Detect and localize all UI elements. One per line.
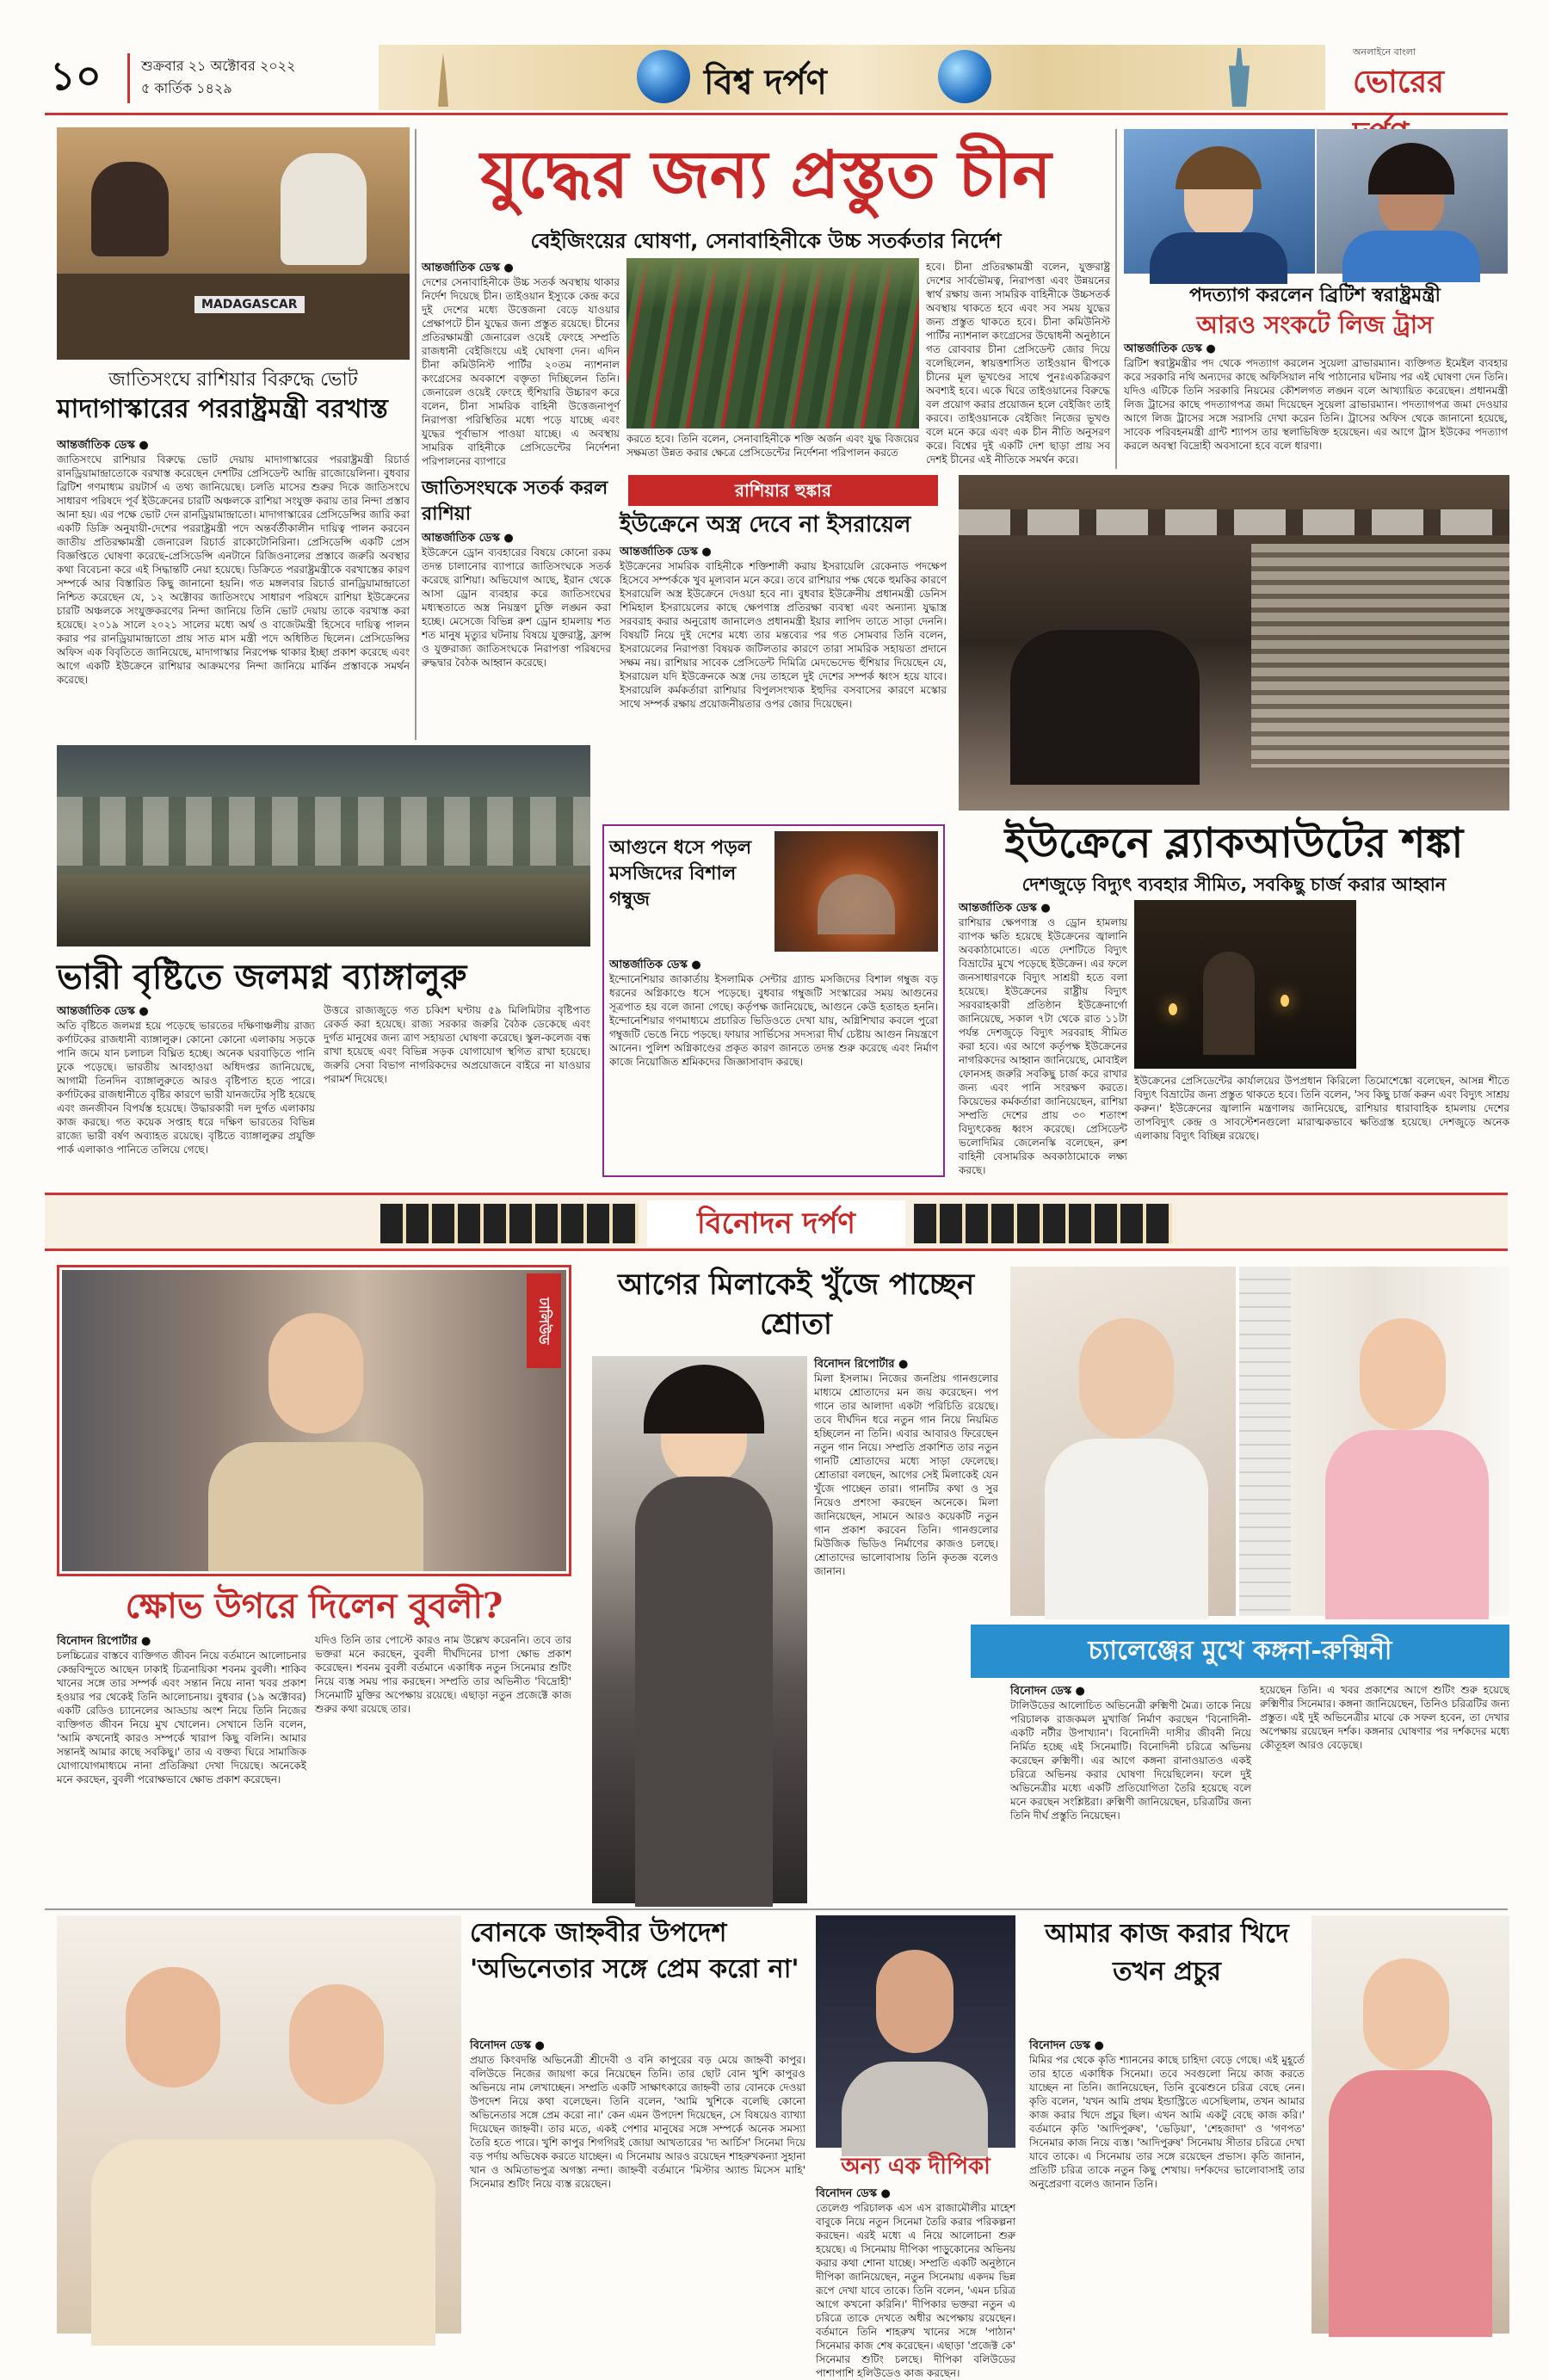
page-number: ১০ <box>50 52 102 99</box>
shrota-byline: বিনোদন রিপোর্টার ● <box>814 1358 909 1371</box>
entertainment-title: বিনোদন দর্পণ <box>647 1200 905 1247</box>
shrota-body: মিলা ইসলাম। নিজের জনপ্রিয় গানগুলোর মাধ্যমে শ্রোতাদের মন জয় করেছেন। পপ গানে তার আলাদা একটা পরিচিতি রয়েছে। তবে দীর্ঘদিন ধরে নতুন গান নিয়ে নিয়মিত হচ্ছিলেন না তিনি। এবার আবারও ফিরেছেন নতুন গান নিয়ে। সম্প্রতি প্রকাশিত তার নতুন গানটি শ্রোতাদের মধ্যে সাড়া ফেলেছে। শ্রোতারা বলছেন, আগের সেই মিলাকেই যেন খুঁজে পাচ্ছেন তারা। গানটির কথা ও সুর নিয়েও প্রশংসা করছেন অনেকে। মিলা জানিয়েছেন, সামনে আরও কয়েকটি নতুন গান প্রকাশ করবেন তিনি। গানগুলোর মিউজিক ভিডিও নির্মাণের কাজও চলছে। শ্রোতাদের ভালোবাসায় তিনি কৃতজ্ঞ বলেও জানান। <box>814 1372 998 1577</box>
janhvi-khushi-photo <box>57 1915 461 2334</box>
masthead-collage <box>379 45 1325 110</box>
mila-photo <box>592 1356 807 1903</box>
china-subhead: বেইজিংয়ের ঘোষণা, সেনাবাহিনীকে উচ্চ সতর্কতার নির্দেশ <box>530 229 1002 253</box>
kangana-body2: হয়েছেন তিনি। এ খবর প্রকাশের আগে শুটিং শুরু হয়েছে রুক্মিণীর সিনেমার। কঙ্গনা জানিয়েছেন, তিনিও চরিত্রটির জন্য প্রস্তুত। এই দুই অভিনেত্রীর মাঝে কে সফল হবেন, তা দেখার অপেক্ষায় রয়েছেন দর্শক। কঙ্গনার ঘোষণার পর দর্শকদের মধ্যে কৌতূহল আরও বেড়েছে। <box>1260 1684 1509 1751</box>
kriti-byline: বিনোদন ডেস্ক ● <box>1029 2039 1104 2052</box>
china-byline: আন্তর্জাতিক ডেস্ক ● <box>422 262 514 274</box>
country-placard: MADAGASCAR <box>194 296 305 313</box>
un-warn-byline: আন্তর্জাতিক ডেস্ক ● <box>422 532 514 545</box>
blackout-body: রাশিয়ার ক্ষেপণাস্ত্র ও ড্রোন হামলায় ব্যাপক ক্ষতি হয়েছে ইউক্রেনের জ্বালানি অবকাঠামোতে। এতে দেশটিতে বিদ্যুৎ বিভ্রাটের মুখে পড়েছে ইউক্রেন। এর ফলে জনসাধারণকে বিদ্যুৎ সাশ্রয়ী হতে বলা হয়েছে। ইউক্রেনের রাষ্ট্রীয় বিদ্যুৎ সরবরাহকারী প্রতিষ্ঠান ইউক্রেনার্গো জানিয়েছে, সকাল ৭টা থেকে রাত ১১টা পর্যন্ত দেশজুড়ে বিদ্যুৎ সরবরাহ সীমিত করা হবে। এর আগে কর্তৃপক্ষ ইউক্রেনের নাগরিকদের আহ্বান জানিয়েছে, মোবাইল ফোনসহ জরুরি সবকিছু চার্জ করে রাখার জন্য এবং পানি সংরক্ষণ করতে। কিয়েভের কর্মকর্তারা জানিয়েছেন, রাশিয়া সম্প্রতি দেশের প্রায় ৩০ শতাংশ বিদ্যুৎকেন্দ্র ধ্বংস করেছে। প্রেসিডেন্ট ভলোদিমির জেলেনস্কি বলেছেন, রুশ বাহিনী বেসামরিক অবকাঠামোকে লক্ষ্য করছে। <box>959 916 1127 1176</box>
bengaluru-body2: উত্তরে রাজ্যজুড়ে গত চব্বিশ ঘণ্টায় ৫৯ মিলিমিটার বৃষ্টিপাত রেকর্ড করা হয়েছে। রাজ্য সরকার জরুরি বৈঠক ডেকেছে এবং দুর্গত মানুষের জন্য ত্রাণ সহায়তা ঘোষণা করেছে। স্কুল-কলেজ বন্ধ রাখা হয়েছে এবং বিভিন্ন সড়ক যোগাযোগ স্থগিত রাখা হয়েছে। জরুরি সেবা বিভাগ নাগরিকদের অপ্রয়োজনে বাইরে না যাওয়ার পরামর্শ দিয়েছে। <box>324 1004 590 1085</box>
entertainment-banner <box>45 1193 1508 1251</box>
kangana-photo <box>1010 1267 1236 1616</box>
mosque-byline: আন্তর্জাতিক ডেস্ক ● <box>609 959 701 971</box>
bubli-body2: যদিও তিনি তার পোস্টে কারও নাম উল্লেখ করেননি। তবে তার ভক্তরা মনে করছেন, বুবলী দীর্ঘদিনের চাপা ক্ষোভ প্রকাশ করেছেন। শবনম বুবলী বর্তমানে একাধিক নতুন সিনেমার শুটিং নিয়ে ব্যস্ত সময় পার করছেন। সম্প্রতি তার অভিনীত 'বিদ্রোহী' সিনেমাটি মুক্তির অপেক্ষায় রয়েছে। এছাড়া নতুন প্রজেক্টে কাজ শুরুর কথা রয়েছে তার। <box>315 1634 571 1715</box>
china-col2: করতে হবে। তিনি বলেন, সেনাবাহিনীকে শক্তি অর্জন এবং যুদ্ধ বিজয়ের সক্ষমতা উন্নত করার ক্ষেত্রে প্রেসিডেন্টের নির্দেশনা পরিপালন করতে <box>626 433 919 459</box>
candlelight-cafe-photo <box>1134 900 1356 1069</box>
un-warn-headline: জাতিসংঘকে সতর্ক করল রাশিয়া <box>422 477 608 525</box>
suella-braverman-photo <box>1317 129 1508 274</box>
un-assembly-photo <box>57 127 410 360</box>
rukmini-photo <box>1239 1267 1509 1616</box>
bubli-byline: বিনোদন রিপোর্টার ● <box>57 1635 151 1648</box>
globe-icon <box>938 50 991 103</box>
masthead <box>45 41 1508 115</box>
china-headline: যুদ্ধের জন্য প্রস্তুত চীন <box>480 136 1052 213</box>
israel-kicker: রাশিয়ার হুঙ্কার <box>628 475 938 506</box>
uk-headline-line2: আরও সংকটে লিজ ট্রাস <box>1196 311 1434 339</box>
bengaluru-headline: ভারী বৃষ্টিতে জলমগ্ন ব্যাঙ্গালুরু <box>57 957 467 997</box>
column-divider <box>1115 129 1117 469</box>
madagascar-body: জাতিসংঘে রাশিয়ার বিরুদ্ধে ভোট দেয়ায় মাদাগাস্কারের পররাষ্ট্রমন্ত্রী রিচার্ড রানড্রিয়ামান্দ্রাতোকে বরখাস্ত করেছেন দেশটির প্রেসিডেন্ট আন্দ্রি রাজোয়েলিনা। বুধবার ব্রিটিশ গণমাধ্যম রয়টার্স এ তথ্য জানিয়েছে। চলতি মাসের শুরুর দিকে জাতিসংঘে সাধারণ পরিষদে পূর্ব ইউক্রেনের চারটি অঞ্চলকে রাশিয়া সংযুক্ত করায় তার নিন্দা প্রস্তাব আনা হয়। এর পক্ষে ভোট দেন রানড্রিয়ামান্দ্রাতো। মাদাগাস্কারের প্রেসিডেন্সির জারি করা একটি ডিক্রি অনুযায়ী-দেশের পররাষ্ট্রমন্ত্রী পদে অন্তর্বর্তীকালীন দায়িত্ব পালন করবেন জাতীয় প্রতিরক্ষামন্ত্রী জেনারেল রিচার্ড রাকোটোনিরিনা। প্রেসিডেন্সি একটি প্রেস বিজ্ঞপ্তিতে ঘোষণা করেছে-প্রেসিডেন্সি এনটানে রিজিওনালের প্রস্তাবে জরুরি অবস্থার কথা বিবেচনা করে এই সিদ্ধান্তটি নেয়া হয়েছে। ডিক্রিতে পররাষ্ট্রমন্ত্রীকে বরখাস্তের কারণ সম্পর্কে আর বিস্তারিত কিছু জানানো হয়নি। গত মঙ্গলবার রিচার্ড রানড্রিয়ামান্দ্রাতো নিশ্চিত করেছেন যে, ১২ অক্টোবর জাতিসংঘে সাধারণ পরিষদে রাশিয়া ইউক্রেনের চারটি অঞ্চলকে সংযুক্তকরণের নিন্দা জানিয়ে তিনি ভোট দেয়ায় তাকে বরখাস্ত করা হয়েছে। ২০১৯ সালে ২০২১ সালের মধ্যে অর্থ ও বাজেটমন্ত্রী হিসেবে দায়িত্ব পালন করার পর রানড্রিয়ামান্দ্রাতো প্রায় সাত মাস মন্ত্রী পদে অধিষ্ঠিত ছিলেন। প্রেসিডেন্সির অফিস এক বিবৃতিতে জানিয়েছে, মাদাগাস্কার নিরপেক্ষ থাকার ইচ্ছা প্রকাশ করেছে এবং আগে একটি ইউক্রেনে রাশিয়ার আক্রমণের নিন্দা জানিয়ে মার্কিন প্রস্তাবকে সমর্থন করেছে। <box>57 453 410 686</box>
blackout-subhead: দেশজুড়ে বিদ্যুৎ ব্যবহার সীমিত, সবকিছু চার্জ করার আহ্বান <box>1021 874 1447 895</box>
deepika-body: তেলেগু পরিচালক এস এস রাজামৌলীর মাহেশ বাবুকে নিয়ে নতুন সিনেমা তৈরি করার পরিকল্পনা করছেন। এরই মধ্যে এ নিয়ে আলোচনা শুরু হয়েছে। এ সিনেমায় দীপিকা পাড়ুকোনের অভিনয় করার কথা শোনা যাচ্ছে। সম্প্রতি একটি অনুষ্ঠানে দীপিকা জানিয়েছেন, নতুন সিনেমায় একদম ভিন্ন রূপে দেখা যাবে তাকে। তিনি বলেন, 'এমন চরিত্র আগে কখনো করিনি।' দীপিকার ভক্তরা নতুন এ চরিত্রে তাকে দেখতে অধীর অপেক্ষায় রয়েছেন। বর্তমানে তিনি শাহরুখ খানের সঙ্গে 'পাঠান' সিনেমার কাজ শেষ করেছেন। এছাড়া 'প্রজেক্ট কে' সিনেমার শুটিং চলছে। দীপিকা বলিউডের পাশাপাশি হলিউডেও কাজ করছেন। <box>816 2202 1015 2379</box>
janhvi-headline: বোনকে জাহ্নবীর উপদেশ 'অভিনেতার সঙ্গে প্রেম করো না' <box>470 1918 799 1984</box>
uk-headline-line1: পদত্যাগ করলেন ব্রিটিশ স্বরাষ্ট্রমন্ত্রী <box>1189 284 1441 306</box>
date-line-bangla: ৫ কার্তিক ১৪২৯ <box>141 80 232 96</box>
column-divider <box>415 129 417 740</box>
bengaluru-byline: আন্তর্জাতিক ডেস্ক ● <box>57 1005 149 1018</box>
bengaluru-body: অতি বৃষ্টিতে জলমগ্ন হয়ে পড়েছে ভারতের দক্ষিণাঞ্চলীয় রাজ্য কর্ণাটকের রাজধানী ব্যাঙ্গালুরু। কোনো কোনো এলাকায় সড়কে পানি জমে যান চলাচল বিঘ্নিত হচ্ছে। অনেক ঘরবাড়িতে পানি ঢুকে পড়েছে। ভারতীয় আবহাওয়া অধিদপ্তর জানিয়েছে, আগামী তিনদিন ব্যাঙ্গালুরুতে আরও বৃষ্টিপাত হতে পারে। কর্ণাটকের রাজধানীতে বৃষ্টির কারণে ভারী যানজটের সৃষ্টি হয়েছে এবং জনজীবন বিপর্যস্ত হয়েছে। উদ্ধারকারী দল দুর্গত এলাকায় কাজ করছে। গত কয়েক সপ্তাহ ধরে দক্ষিণ ভারতের বিভিন্ন রাজ্যে ভারী বর্ষণ অব্যাহত রয়েছে। বৃষ্টিতে ব্যাঙ্গালুরুর প্রযুক্তি পার্ক এলাকাও পানিতে তলিয়ে গেছে। <box>57 1020 315 1156</box>
flooded-city-photo <box>57 745 590 946</box>
supermarket-blackout-photo <box>959 475 1509 811</box>
deepika-headline: অন্য এক দীপিকা <box>841 2154 990 2180</box>
janhvi-byline: বিনোদন ডেস্ক ● <box>470 2039 545 2052</box>
blackout-body2: ইউক্রেনের প্রেসিডেন্টের কার্যালয়ের উপপ্রধান কিরিলো তিমোশেঙ্কো বলেছেন, আসন্ন শীতে বিদ্যুৎ বিভ্রাটের জন্য প্রস্তুত থাকতে হবে। তিনি বলেন, 'সব কিছু চার্জ করুন এবং বিদ্যুৎ সাশ্রয় করুন।' ইউক্রেনের জ্বালানি মন্ত্রণালয় জানিয়েছে, রাশিয়ার ধারাবাহিক হামলায় দেশের তাপবিদ্যুৎ কেন্দ্র ও সাবস্টেশনগুলো মারাত্মকভাবে ক্ষতিগ্রস্ত হয়েছে। দেশজুড়ে অনেক এলাকায় বিদ্যুৎ বিচ্ছিন্ন রয়েছে। <box>1134 1075 1509 1142</box>
uk-body: ব্রিটিশ স্বরাষ্ট্রমন্ত্রীর পদ থেকে পদত্যাগ করলেন সুয়েলা ব্রাভারম্যান। ব্যক্তিগত ইমেইল ব্যবহার করে সরকারি নথি অন্যদের কাছে অফিসিয়াল নথি পাঠানোর ঘটনায় পর এই ঘোষণা দেন তিনি। যদিও এটিকে তিনি সরকারি নিয়মের কৌশলগত লঙ্ঘন বলে আখ্যায়িত করেছেন। প্রধানমন্ত্রী লিজ ট্রাসের কাছে পদত্যাগপত্র জমা দিয়েছেন সুয়েলা ব্রাভারম্যান। পদত্যাগপত্র জমা দেওয়ার আগে লিজ ট্রাসের সঙ্গে সরাসরি দেখা করেন তিনি। ট্রাসের অফিস থেকে জানানো হয়েছে, সাবেক পরিবহনমন্ত্রী গ্রান্ট শ্যাপস তার স্থলাভিষিক্ত হয়েছেন। এর আগে ট্রাস ইউকের পদত্যাগ করলে অবস্থা বিদ্রোহী অবসানো হবে বলে ধারণা। <box>1124 357 1508 452</box>
date-line: শুক্রবার ২১ অক্টোবর ২০২২ <box>141 58 296 74</box>
landmark-silhouette <box>430 53 456 107</box>
madagascar-byline: আন্তর্জাতিক ডেস্ক ● <box>57 439 149 452</box>
kangana-body: টালিউডের আলোচিত অভিনেত্রী রুক্মিণী মৈত্র। তাকে নিয়ে পরিচালক রাজকমল মুখার্জি নির্মাণ করছেন 'বিনোদিনী-একটি নটীর উপাখ্যান'। বিনোদিনী দাসীর জীবনী নিয়ে নির্মিত হচ্ছে এই সিনেমাটি। বিনোদিনী চরিত্রে অভিনয় করেছেন রুক্মিণী। এর আগে কঙ্গনা রানাওয়াতও একই চরিত্রে অভিনয় করার ঘোষণা দিয়েছিলেন। ফলে দুই অভিনেত্রীর মধ্যে একটি প্রতিযোগিতা তৈরি হয়েছে বলে মনে করছেন সংশ্লিষ্টরা। রুক্মিণী জানিয়েছেন, চরিত্রটির জন্য তিনি দীর্ঘ প্রস্তুতি নিয়েছেন। <box>1010 1699 1251 1822</box>
israel-headline: ইউক্রেনে অস্ত্র দেবে না ইসরায়েল <box>620 512 911 538</box>
madagascar-headline: মাদাগাস্কারের পররাষ্ট্রমন্ত্রী বরখাস্ত <box>57 394 388 424</box>
bubli-headline: ক্ষোভ উগরে দিলেন বুবলী? <box>125 1586 503 1626</box>
paper-name: ভোরের <box>1353 64 1444 100</box>
globe-icon <box>637 50 690 103</box>
china-col3: হবে। চীনা প্রতিরক্ষামন্ত্রী বলেন, যুক্তরাষ্ট্র দেশের সার্বভৌমত্ব, নিরাপত্তা এবং উন্নয়নের স্বার্থ রক্ষায় জন্য সামরিক বাহিনীকে উচ্চসতর্ক অবস্থায় থাকতে হবে এবং সব সময় যুদ্ধের জন্য প্রস্তুত থাকতে হবে। চীনা কমিউনিস্ট পার্টির ন্যাশনাল কংগ্রেসের উদ্বোধনী অনুষ্ঠানে গত রোববার চীনা প্রেসিডেন্ট জোর দিয়ে বলেছিলেন, স্বায়ত্তশাসিত তাইওয়ান দ্বীপকে চীনের মূল ভূখণ্ডের সাথে পুনঃএকত্রিকরণ অবশ্যই হবে। একে ঘিরে তাইওয়ানের বিরুদ্ধে বল প্রয়োগ করার প্রয়োজন হলে বেইজিং তাই করবে। তাইওয়ানকে বেইজিং নিজের ভূখণ্ড বলে মনে করে এবং এক চীন নীতি অনুসরণ করে। বিশ্বের দুই একটি দেশ ছাড়া প্রায় সব দেশই চীনের এই নীতিকে সমর্থন করে। <box>926 261 1110 466</box>
uk-byline: আন্তর্জাতিক ডেস্ক ● <box>1124 342 1216 355</box>
dhallywood-tag: ঢালিউড <box>527 1273 561 1368</box>
madagascar-kicker: জাতিসংঘে রাশিয়ার বিরুদ্ধে ভোট <box>108 369 358 391</box>
section-title: বিশ্ব দর্পণ <box>704 62 827 102</box>
china-col1: দেশের সেনাবাহিনীকে উচ্চ সতর্ক অবস্থায় থাকার নির্দেশ দিয়েছে চীন। তাইওয়ান ইস্যুকে কেন্দ্র করে দুই দেশের মধ্যে উত্তেজনা বেড়ে যাওয়ার প্রেক্ষাপটে চীন যুদ্ধের জন্য প্রস্তুত রয়েছে। চীনের প্রতিরক্ষামন্ত্রী জেনারেল ওয়েই ফেংহে সম্প্রতি রাজধানী বেইজিংয়ে এই ঘোষণা দেন। এদিন চীনা কমিউনিস্ট পার্টির ২০তম ন্যাশনাল কংগ্রেসের অবকাশে বক্তৃতা দিচ্ছিলেন তিনি। জেনারেল ওয়েই ফেংহে হুঁশিয়ারি উচ্চারণ করে বলেন, চীনা সামরিক বাহিনী উত্তেজনাপূর্ণ নিরাপত্তা পরিস্থিতির মধ্যে পড়ে যাচ্ছে এবং যুদ্ধের পূর্বাভাস পাওয়া যাচ্ছে। এ অবস্থায় সামরিক বাহিনীকে প্রেসিডেন্টের নির্দেশনা পরিপালনের ব্যাপারে <box>422 276 620 467</box>
chinese-soldiers-photo <box>626 258 919 429</box>
un-warn-body: ইউক্রেনে ড্রোন ব্যবহারের বিষয়ে কোনো রকম তদন্ত চালানোর ব্যাপারে জাতিসংঘকে সতর্ক করেছে রাশিয়া। অভিযোগ আছে, ইরান থেকে আসা ড্রোন ব্যবহার করে জাতিসংঘের মধ্যস্থতাতে অস্ত্র নিয়ন্ত্রণ চুক্তি লঙ্ঘন করা হচ্ছে। মেসেজে বিভিন্ন রুশ ড্রোন হামলায় শত শত মানুষ মৃত্যুর ঘটনায় বিষয়ে যুক্তরাষ্ট্র, ফ্রান্স ও যুক্তরাজ্য জাতিসংঘকে নিরাপত্তা পরিষদের রুদ্ধদ্বার বৈঠক আহ্বান করেছে। <box>422 546 611 669</box>
blackout-byline: আন্তর্জাতিক ডেস্ক ● <box>959 902 1051 915</box>
mosque-body: ইন্দোনেশিয়ার জাকার্তায় ইসলামিক সেন্টার গ্র্যান্ড মসজিদের বিশাল গম্বুজ বড় ধরনের অগ্নিকাণ্ডে ধসে পড়েছে। বুধবার গম্বুজটি সংস্কারের সময় আগুনের সূত্রপাত হয় বলে জানা গেছে। কর্তৃপক্ষ জানিয়েছে, আগুনে কেউ হতাহত হননি। ইন্দোনেশিয়ার গণমাধ্যমে প্রচারিত ভিডিওতে দেখা যায়, অগ্নিশিখার কবলে পুরো গম্বুজটি ভেঙে নিচে পড়ছে। ফায়ার সার্ভিসের সদস্যরা দীর্ঘ চেষ্টায় আগুন নিয়ন্ত্রণে আনেন। পুলিশ অগ্নিকাণ্ডের প্রকৃত কারণ জানতে তদন্ত শুরু করেছে এবং নির্মাণ কাজে নিয়োজিত শ্রমিকদের জিজ্ঞাসাবাদ করছে। <box>609 973 938 1068</box>
blackout-headline: ইউক্রেনে ব্ল্যাকআউটের শঙ্কা <box>1004 819 1464 867</box>
kangana-byline: বিনোদন ডেস্ক ● <box>1010 1685 1085 1698</box>
kriti-headline: আমার কাজ করার খিদে তখন প্রচুর <box>1045 1919 1289 1987</box>
bubli-body: চলচ্চিত্রের বাস্তবে ব্যক্তিগত জীবন নিয়ে বর্তমানে আলোচনার কেন্দ্রবিন্দুতে আছেন ঢাকাই চিত্রনায়িকা শবনম বুবলী। শাকিব খানের সঙ্গে তার সম্পর্ক এবং সন্তান নিয়ে নানা খবর প্রকাশ হওয়ার পর থেকেই তিনি আলোচনায়। বুধবার (১৯ অক্টোবর) একটি রেডিও চ্যানেলের আড্ডায় অংশ নিয়ে তিনি নিজের ব্যক্তিগত জীবন নিয়ে মুখ খোলেন। সেখানে তিনি বলেন, 'আমি কখনোই কারও সম্পর্কে খারাপ কিছু বলিনি। আমার সন্তানই আমার কাছে সবকিছু।' তার এ বক্তব্য ঘিরে সামাজিক যোগাযোগমাধ্যমে নানা প্রতিক্রিয়া দেখা দিয়েছে। অনেকেই মনে করছেন, বুবলী পরোক্ষভাবে ক্ষোভ প্রকাশ করেছেন। <box>57 1649 306 1785</box>
israel-byline: আন্তর্জাতিক ডেস্ক ● <box>620 546 712 558</box>
film-strip-icon <box>914 1204 1172 1243</box>
column-divider <box>45 1908 1508 1910</box>
kriti-photo <box>1311 1915 1509 2334</box>
janhvi-body: প্রয়াত কিংবদন্তি অভিনেত্রী শ্রীদেবী ও বনি কাপুরের বড় মেয়ে জাহ্নবী কাপুর। বলিউডে নিজের জায়গা করে নিয়েছেন তিনি। তার ছোট বোন খুশি কাপুরও অভিনয়ে নাম লেখাচ্ছেন। সম্প্রতি একটি সাক্ষাৎকারে জাহ্নবী তার বোনকে দেওয়া উপদেশ নিয়ে কথা বলেছেন। তিনি বলেন, 'আমি খুশিকে বলেছি কোনো অভিনেতার সঙ্গে প্রেম করো না।' কেন এমন উপদেশ দিয়েছেন, সে বিষয়েও ব্যাখ্যা দিয়েছেন জাহ্নবী। তার মতে, একই পেশার মানুষের সঙ্গে সম্পর্কে অনেক সমস্যা তৈরি হতে পারে। খুশি কাপুর শিগগিরই জোয়া আখতারের 'দ্য আর্চিস' সিনেমা দিয়ে বড় পর্দায় অভিষেক করতে যাচ্ছেন। এ সিনেমায় আরও রয়েছেন শাহরুখকন্যা সুহানা খান ও অমিতাভপুত্র অগস্ত্য নন্দা। জাহ্নবী বর্তমানে 'মিস্টার অ্যান্ড মিসেস মাহি' সিনেমার শুটিং নিয়ে ব্যস্ত রয়েছেন। <box>470 2054 805 2190</box>
kriti-body: মিমির পর থেকে কৃতি শ্যাননের কাছে চাহিদা বেড়ে গেছে। এই মুহূর্তে তার হাতে একাধিক সিনেমা। তবে সবগুলো নিয়ে কাজ করতে যাচ্ছেন না তিনি। জানিয়েছেন, তিনি বুঝেশুনে চরিত্র বেছে নেন। কৃতি বলেন, 'যখন আমি প্রথম ইন্ডাস্ট্রিতে এসেছিলাম, তখন আমার কাজ করার খিদে প্রচুর ছিল। এখন আমি একটু বেছে কাজ করি।' বর্তমানে কৃতি 'আদিপুরুষ', 'ভেড়িয়া', 'শেহজাদা' ও 'গণপত' সিনেমার কাজ নিয়ে ব্যস্ত। 'আদিপুরুষ' সিনেমায় সীতার চরিত্রে দেখা যাবে তাকে। এ সিনেমায় তার সঙ্গে রয়েছেন প্রভাস। কৃতি জানান, প্রতিটি চরিত্র তাকে নতুন কিছু শেখায়। দর্শকদের ভালোবাসাই তার অনুপ্রেরণা বলেও জানান তিনি। <box>1029 2054 1305 2190</box>
liz-truss-photo <box>1124 129 1315 274</box>
mosque-headline: আগুনে ধসে পড়ল মসজিদের বিশাল গম্বুজ <box>609 836 752 910</box>
israel-body: ইউক্রেনের সামরিক বাহিনীকে শক্তিশালী করায় ইসরায়েলি রেকেনাড পদক্ষেপ হিসেবে সম্পর্ককে খুব মূল্যবান মনে করে। তবে রাশিয়ার পক্ষ থেকে হুমকির কারণে ইসরায়েলি অস্ত্র ইউক্রেনে দেওয়া হবে না। বুধবার ইউক্রেনীয় প্রধানমন্ত্রী ডেনিস শিমিহাল ইসরায়েলের কাছে ক্ষেপণাস্ত্র প্রতিরক্ষা ব্যবস্থা এবং অন্যান্য যুদ্ধাস্ত্র সরবরাহ করার অনুরোধ জানালেও প্রধানমন্ত্রী ইয়ার লাপিদ তাতে সাড়া দেননি। বিষয়টি নিয়ে দুই দেশের মধ্যে তার মন্তব্যের পর গত সোমবার তিনি বলেন, ইসরায়েলের নিরাপত্তা বিষয়ক জটিলতার কারণে তারা সামরিক সহায়তা প্রদানে সক্ষম নয়। রাশিয়ার সাবেক প্রেসিডেন্ট দিমিত্রি মেদভেদেভ হুঁশিয়ার দিয়েছেন যে, ইসরায়েল যদি ইউক্রেনকে অস্ত্র দেয় তাহলে দুই দেশের সম্পর্ক ধ্বংস হয়ে যাবে। ইসরায়েলি কর্মকর্তারা রাশিয়ার বিপুলসংখ্যক ইহুদির বসবাসের কারণে মস্কোর সাথে সম্পর্ক রক্ষায় প্রয়োজনীয়তার ওপর জোর দিয়েছেন। <box>620 560 947 710</box>
kangana-headline: চ্যালেঞ্জের মুখে কঙ্গনা-রুক্মিনী <box>971 1625 1509 1678</box>
bubli-photo <box>62 1270 566 1571</box>
deepika-photo <box>816 1915 1015 2148</box>
film-strip-icon <box>380 1204 639 1243</box>
shrota-headline: আগের মিলাকেই খুঁজে পাচ্ছেন শ্রোতা <box>617 1267 975 1341</box>
mosque-fire-photo <box>774 831 938 952</box>
landmark-silhouette <box>1222 48 1256 107</box>
tagline: অনলাইনে বাংলা <box>1353 46 1416 58</box>
deepika-byline: বিনোদন ডেস্ক ● <box>816 2187 891 2200</box>
